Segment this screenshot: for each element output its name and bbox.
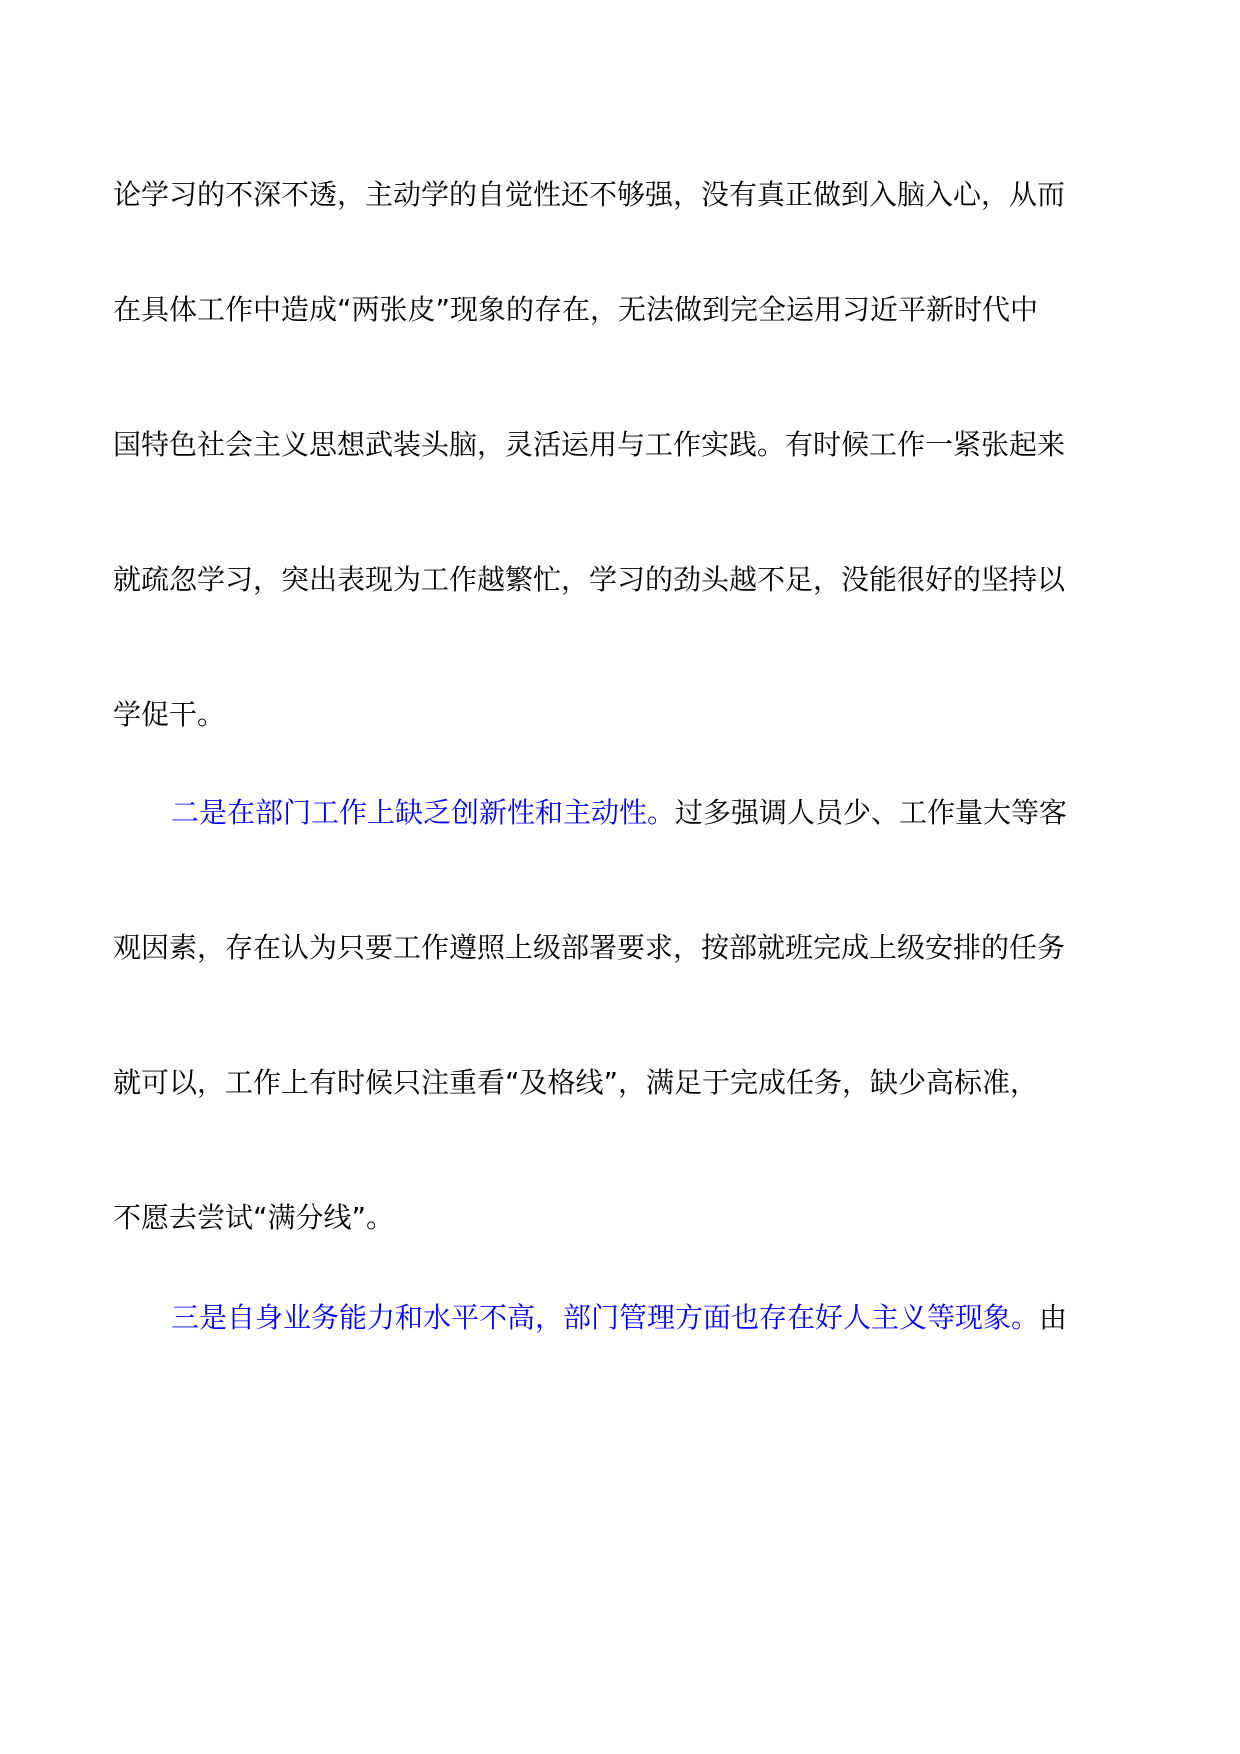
paragraph-2-first-line xyxy=(171,793,1133,833)
paragraph-3-heading: 三是自身业务能力和水平不高，部门管理方面也存在好人主义等现象。 xyxy=(171,1301,1040,1334)
text-line-8: 就可以，工作上有时候只注重看“及格线”，满足于完成任务，缺少高标准， xyxy=(113,1066,1039,1099)
text-line-2: 在具体工作中造成“两张皮”现象的存在，无法做到完全运用习近平新时代中 xyxy=(113,293,1039,326)
text-line-5: 学促干。 xyxy=(113,698,226,731)
text-line-7: 观因素，存在认为只要工作遵照上级部署要求，按部就班完成上级安排的任务 xyxy=(113,931,1066,964)
paragraph-3-first-text: 由 xyxy=(1039,1301,1068,1334)
text-line-9: 不愿去尝试“满分线”。 xyxy=(113,1201,395,1234)
text-line-1: 论学习的不深不透，主动学的自觉性还不够强，没有真正做到入脑入心，从而 xyxy=(113,178,1066,211)
paragraph-2-heading: 二是在部门工作上缺乏创新性和主动性。 xyxy=(171,796,676,829)
paragraph-3-first-line xyxy=(171,1298,1133,1338)
paragraph-2-first-text: 过多强调人员少、工作量大等客 xyxy=(675,796,1068,829)
text-line-3: 国特色社会主义思想武装头脑，灵活运用与工作实践。有时候工作一紧张起来 xyxy=(113,428,1066,461)
text-line-4: 就疏忽学习，突出表现为工作越繁忙，学习的劲头越不足，没能很好的坚持以 xyxy=(113,563,1066,596)
